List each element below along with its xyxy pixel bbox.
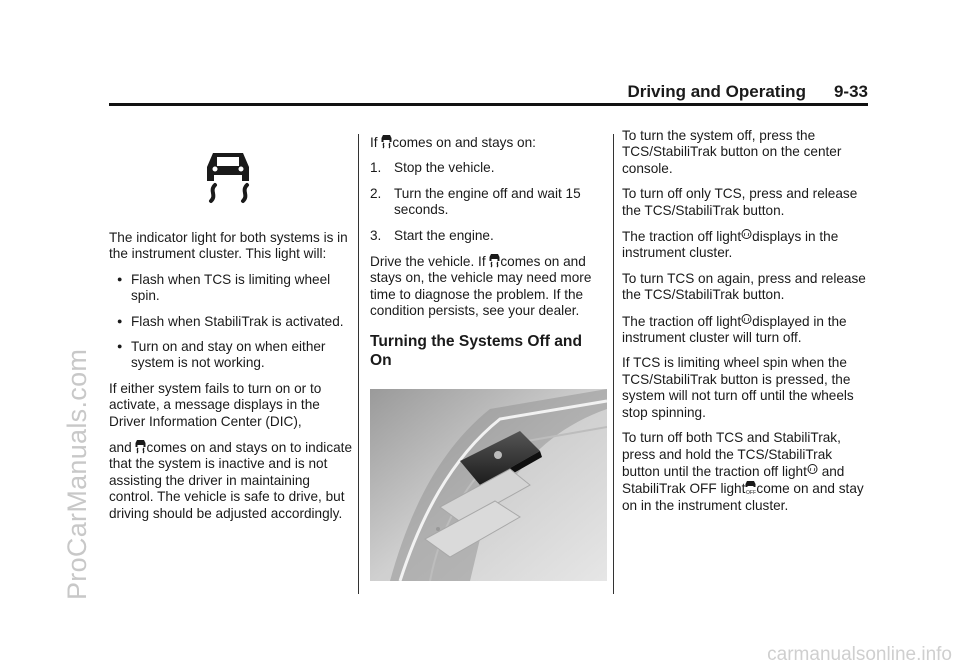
both-off-paragraph: To turn off both TCS and StabiliTrak, press and hold the TCS/StabiliTrak button until the traction off light and StabiliTrak OFF light OFF come on and stay on in the instrument cluster. (622, 430, 864, 513)
header-rule (109, 103, 868, 106)
stabilitrak-off-icon (745, 480, 756, 495)
column-1 (109, 230, 353, 531)
tcs-off-paragraph: To turn off only TCS, press and release the TCS/StabiliTrak button. (622, 186, 858, 218)
list-item: ● Flash when TCS is limiting wheel spin. (117, 271, 331, 304)
traction-off-icon (741, 313, 752, 328)
column-divider-2 (613, 134, 614, 594)
turn-off-paragraph: To turn the system off, press the TCS/StabiliTrak button on the center console. (622, 128, 842, 176)
tcs-on-paragraph: To turn TCS on again, press and release the TCS/StabiliTrak button. (622, 270, 866, 303)
tcs-warning-icon (199, 149, 257, 205)
traction-off-light-paragraph: The traction off light displayed in the instrument cluster will turn off. (622, 313, 847, 346)
tcs-warning-icon (135, 439, 146, 454)
tcs-warning-icon (489, 253, 500, 268)
indicator-intro: The indicator light for both systems is in the instrument cluster. This light will: (109, 230, 348, 262)
inactive-paragraph: and comes on and stays on to indicate that the system is inactive and is not assisting the driver in maintaining control. The vehicle is safe to drive, but driving should be adjusted accordingly. (109, 440, 353, 521)
list-item: 1. Stop the vehicle. (370, 160, 495, 176)
drive-paragraph: Drive the vehicle. If comes on and stays on, the vehicle may need more time to diagnose the problem. If the condition persists, see your dealer. (370, 254, 592, 319)
traction-off-icon (807, 463, 818, 478)
tcs-warning-icon (381, 134, 392, 149)
section-title: Driving and Operating (627, 82, 806, 101)
list-item: 3. Start the engine. (370, 227, 494, 243)
traction-off-icon (741, 228, 752, 243)
page-number: 9-33 (833, 82, 868, 101)
bottom-watermark: carmanualsonline.info (767, 644, 952, 665)
side-watermark: ProCarManuals.com (62, 348, 92, 600)
running-header (627, 82, 868, 102)
console-button-photo (370, 389, 607, 581)
column-3 (622, 128, 868, 523)
list-item: ● Turn on and stay on when either system is not working. (117, 339, 326, 371)
fail-paragraph: If either system fails to turn on or to activate, a message displays in the Driver Information Center (DIC), (109, 380, 322, 429)
column-divider-1 (358, 134, 359, 594)
wheel-spin-paragraph: If TCS is limiting wheel spin when the TCS/StabiliTrak button is pressed, the system will not turn off until the wheels stop spinning. (622, 355, 854, 420)
lead-paragraph: If comes on and stays on: (370, 135, 536, 150)
list-item: ● Flash when StabiliTrak is activated. (117, 313, 344, 329)
section-heading: Turning the Systems Off and On (370, 332, 582, 369)
traction-off-paragraph: The traction off light displays in the instrument cluster. (622, 229, 839, 261)
svg-text:OFF: OFF (746, 490, 757, 496)
list-item: 2. Turn the engine off and wait 15 seconds. (370, 185, 581, 218)
column-2 (370, 134, 606, 380)
